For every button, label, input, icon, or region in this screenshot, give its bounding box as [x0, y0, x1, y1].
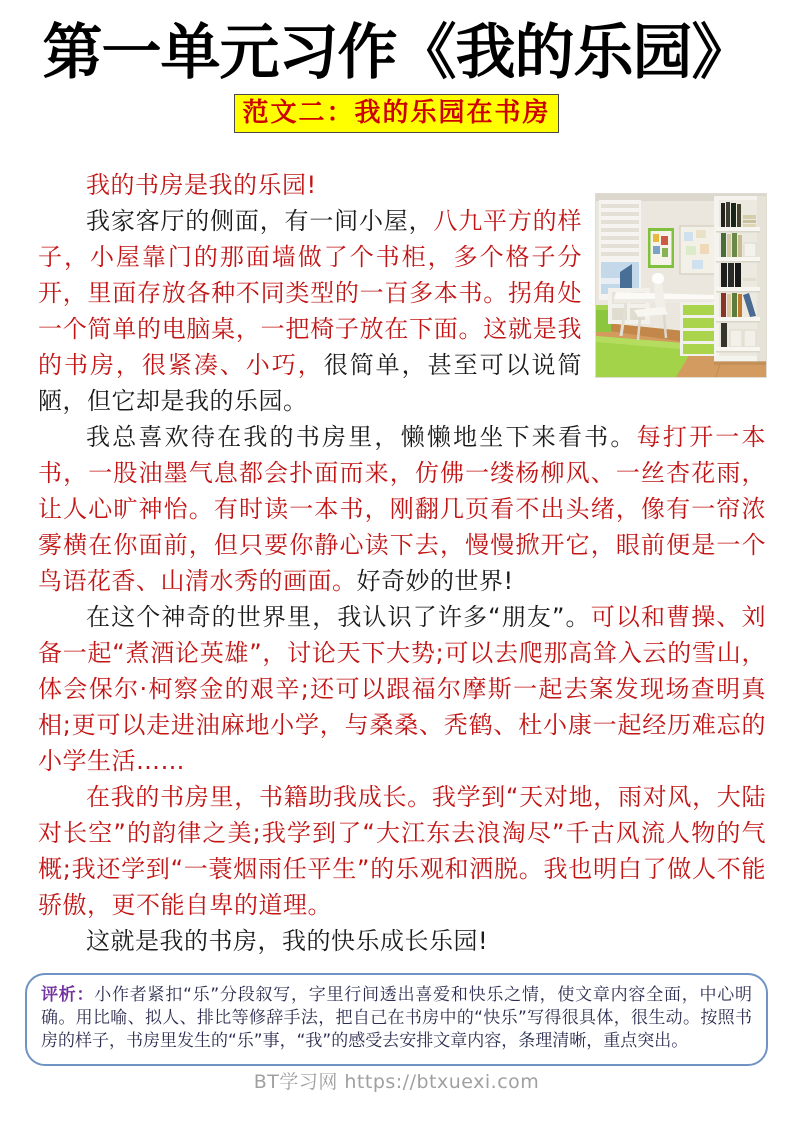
page-title: 第一单元习作《我的乐园》: [42, 18, 751, 88]
essay-text-segment: 好奇妙的世界!: [356, 566, 514, 595]
study-room-photo: [596, 194, 766, 377]
essay-text-segment: 在这个神奇的世界里，我认识了许多“朋友”。: [86, 602, 591, 631]
comment-box: [25, 973, 768, 1066]
essay-text-segment: 我的书房是我的乐园!: [86, 170, 317, 199]
essay-paragraph: [38, 779, 766, 923]
essay-text-segment: 可以和曹操、刘备一起“煮酒论英雄”，讨论天下大势;可以去爬那高耸入云的雪山，体会保尔·柯察金的艰辛;还可以跟福尔摩斯一起去案发现场查明真相;更可以走进油麻地小学，与桑桑、秃鹤、杜小康一起经历难忘的小学生活……: [38, 602, 766, 775]
essay-text-segment: 八九平方的样子，小屋靠门的那面墙做了个书柜，多个格子分开，里面存放各种不同类型的一百多本书。拐角处一个简单的电脑桌，一把椅子放在下面。这就是我的书房，很紧凑、小巧，: [38, 206, 583, 379]
essay-paragraph: [38, 419, 766, 599]
footer-watermark: BT学习网 https://btxuexi.com: [253, 1071, 540, 1093]
essay-text-segment: 我家客厅的侧面，有一间小屋，: [86, 206, 434, 235]
essay-text-segment: 每打开一本书，一股油墨气息都会扑面而来，仿佛一缕杨柳风、一丝杏花雨，让人心旷神怡。有时读一本书，刚翻几页看不出头绪，像有一帘浓雾横在你面前，但只要你静心读下去，慢慢掀开它，眼前便是一个鸟语花香、山清水秀的画面。: [38, 422, 767, 595]
essay-text-segment: 我总喜欢待在我的书房里，懒懒地坐下来看书。: [86, 422, 637, 451]
comment-text: 小作者紧扣“乐”分段叙写，字里行间透出喜爱和快乐之情，使文章内容全面，中心明确。用比喻、拟人、排比等修辞手法，把自己在书房中的“快乐”写得很具体，很生动。按照书房的样子，书房里发生的“乐”事，“我”的感受去安排文章内容，条理清晰，重点突出。: [41, 984, 752, 1051]
essay-text-segment: 在我的书房里，书籍助我成长。我学到“天对地，雨对风，大陆对长空”的韵律之美;我学到了“大江东去浪淘尽”千古风流人物的气概;我还学到“一蓑烟雨任平生”的乐观和洒脱。我也明白了做人不能骄傲，更不能自卑的道理。: [38, 782, 766, 919]
study-room-illustration: [596, 194, 766, 377]
comment-label: 评析：: [41, 984, 95, 1005]
subtitle-row: [0, 94, 793, 133]
essay-text-segment: 很简单，甚至可以说简陋，但它却是我的乐园。: [38, 350, 583, 415]
essay-paragraph: [38, 599, 766, 779]
essay-body: [38, 167, 766, 959]
subtitle-badge: 范文二：我的乐园在书房: [234, 94, 558, 133]
essay-paragraph: [38, 923, 766, 959]
essay-text-segment: 这就是我的书房，我的快乐成长乐园!: [86, 926, 489, 955]
